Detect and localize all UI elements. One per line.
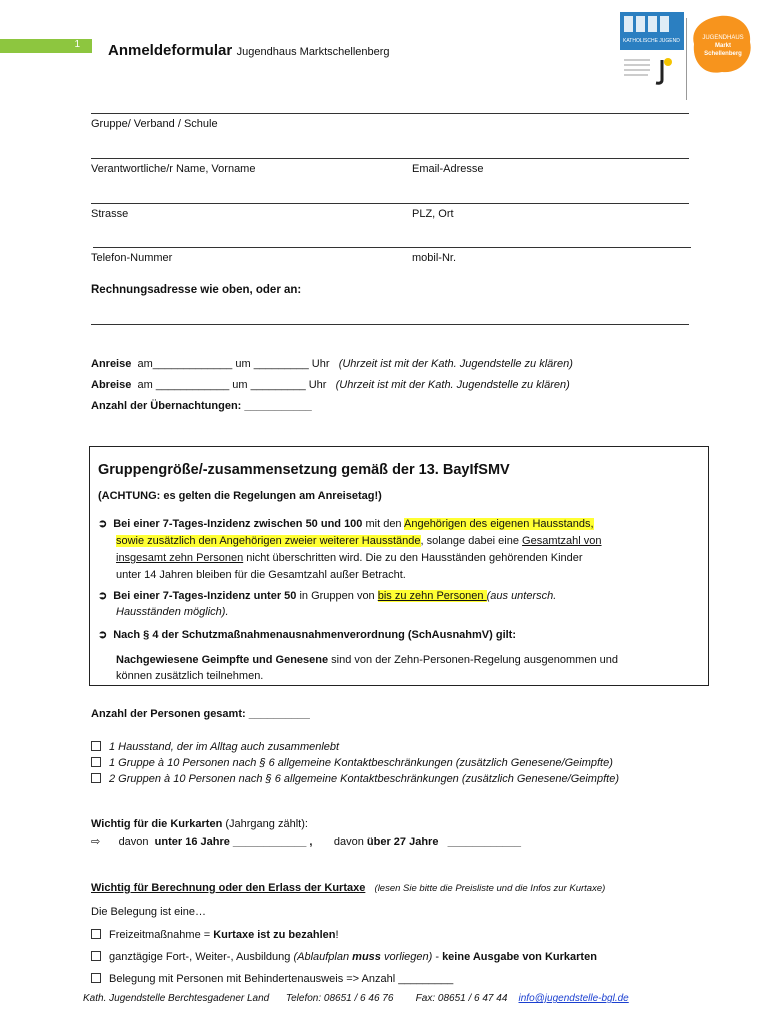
persons-option-3[interactable]: 2 Gruppen à 10 Personen nach § 6 allgemeine Kontaktbeschränkungen (zusätzlich Genesene/Geimpfte) [91, 773, 619, 785]
street-line[interactable] [91, 203, 689, 204]
persons-option-2[interactable]: 1 Gruppe à 10 Personen nach § 6 allgemeine Kontaktbeschränkungen (zusätzlich Genesene/Geimpfte) [91, 757, 613, 769]
title-main: Anmeldeformular [108, 42, 233, 59]
checkbox [91, 757, 101, 767]
kurtaxe-option-3[interactable]: Belegung mit Personen mit Behindertenausweis => Anzahl _________ [91, 973, 453, 985]
group-line[interactable] [91, 113, 689, 114]
jugendhaus-logo: JUGENDHAUS Markt Schellenberg [690, 14, 754, 76]
rule-schausnahmv: ➲ Nach § 4 der Schutzmaßnahmenausnahmenverordnung (SchAusnahmV) gilt: [98, 629, 517, 641]
footer-phone: Telefon: 08651 / 6 46 76 [285, 993, 394, 1004]
mobile-label: mobil-Nr. [412, 252, 457, 264]
katholische-jugend-logo: KATHOLISCHE JUGEND [620, 12, 684, 50]
phone-label: Telefon-Nummer [91, 252, 173, 264]
rule-under-50: ➲ Bei einer 7-Tages-Inzidenz unter 50 in Gruppen von bis zu zehn Personen (aus untersch. Hausständen möglich). [98, 590, 557, 618]
arrival-row[interactable]: Anreise am_____________ um _________ Uhr (Uhrzeit ist mit der Kath. Jugendstelle zu klären) [91, 358, 573, 370]
checkbox [91, 973, 101, 983]
checkbox [91, 929, 101, 939]
jugendstelle-logo [620, 52, 680, 86]
page-number: 1 [74, 39, 80, 50]
arrow-icon: ➲ [98, 590, 108, 602]
nights-field[interactable]: Anzahl der Übernachtungen: ___________ [91, 400, 312, 412]
checkbox [91, 741, 101, 751]
rule-vaccinated: Nachgewiesene Geimpfte und Genesene sind von der Zehn-Personen-Regelung ausgenommen und können zusätzlich teilnehmen. [116, 654, 618, 682]
rules-warning: (ACHTUNG: es gelten die Regelungen am Anreisetag!) [98, 490, 382, 502]
title-sub: Jugendhaus Marktschellenberg [236, 46, 390, 58]
footer-org: Kath. Jugendstelle Berchtesgadener Land [83, 993, 270, 1004]
right-arrow-icon: ⇨ [91, 836, 101, 848]
street-label: Strasse [91, 208, 129, 220]
group-label: Gruppe/ Verband / Schule [91, 118, 218, 130]
footer-fax: Fax: 08651 / 6 47 44 [415, 993, 508, 1004]
phone-line[interactable] [93, 247, 691, 248]
responsible-label: Verantwortliche/r Name, Vorname [91, 163, 256, 175]
persons-option-1[interactable]: 1 Hausstand, der im Alltag auch zusammenlebt [91, 741, 339, 753]
kurtaxe-option-1[interactable]: Freizeitmaßnahme = Kurtaxe ist zu bezahlen! [91, 929, 339, 941]
footer [83, 993, 629, 1004]
billing-line[interactable] [91, 324, 689, 325]
kurtaxe-heading: Wichtig für Berechnung oder den Erlass der Kurtaxe (lesen Sie bitte die Preisliste und die Infos zur Kurtaxe) [91, 882, 606, 894]
billing-label: Rechnungsadresse wie oben, oder an: [91, 284, 302, 296]
kurkarten-label: Wichtig für die Kurkarten (Jahrgang zählt): [91, 818, 308, 830]
rules-heading: Gruppengröße/-zusammensetzung gemäß der 13. BayIfSMV [98, 462, 510, 478]
arrow-icon: ➲ [98, 518, 108, 530]
departure-row[interactable]: Abreise am ____________ um _________ Uhr (Uhrzeit ist mit der Kath. Jugendstelle zu klären) [91, 379, 570, 391]
zip-city-label: PLZ, Ort [412, 208, 454, 220]
kurtaxe-option-2[interactable]: ganztägige Fort-, Weiter-, Ausbildung (Ablaufplan muss vorliegen) - keine Ausgabe von Kurkarten [91, 951, 597, 963]
responsible-line[interactable] [91, 158, 689, 159]
kurkarten-row[interactable]: ⇨ davon unter 16 Jahre ____________ , davon über 27 Jahre ____________ [91, 836, 522, 848]
arrow-icon: ➲ [98, 629, 108, 641]
kurtaxe-intro: Die Belegung ist eine… [91, 906, 206, 918]
page-title [108, 42, 390, 60]
page-number-bar [0, 39, 92, 53]
persons-total-field[interactable]: Anzahl der Personen gesamt: __________ [91, 708, 310, 720]
footer-email-link[interactable]: info@jugendstelle-bgl.de [518, 993, 629, 1004]
rule-50-100: ➲ Bei einer 7-Tages-Inzidenz zwischen 50 und 100 mit den Angehörigen des eigenen Hausstands, sowie zusätzlich den Angehörigen zweier weiterer Hausstände, solange dabei eine Gesamtzahl von insgesamt zehn Personen nicht überschritten wird. Die zu den Hausständen gehörenden Kinder unter 14 Jahren bleiben für die Gesamtzahl außer Betracht. [98, 518, 602, 581]
checkbox [91, 773, 101, 783]
email-label: Email-Adresse [412, 163, 484, 175]
checkbox [91, 951, 101, 961]
